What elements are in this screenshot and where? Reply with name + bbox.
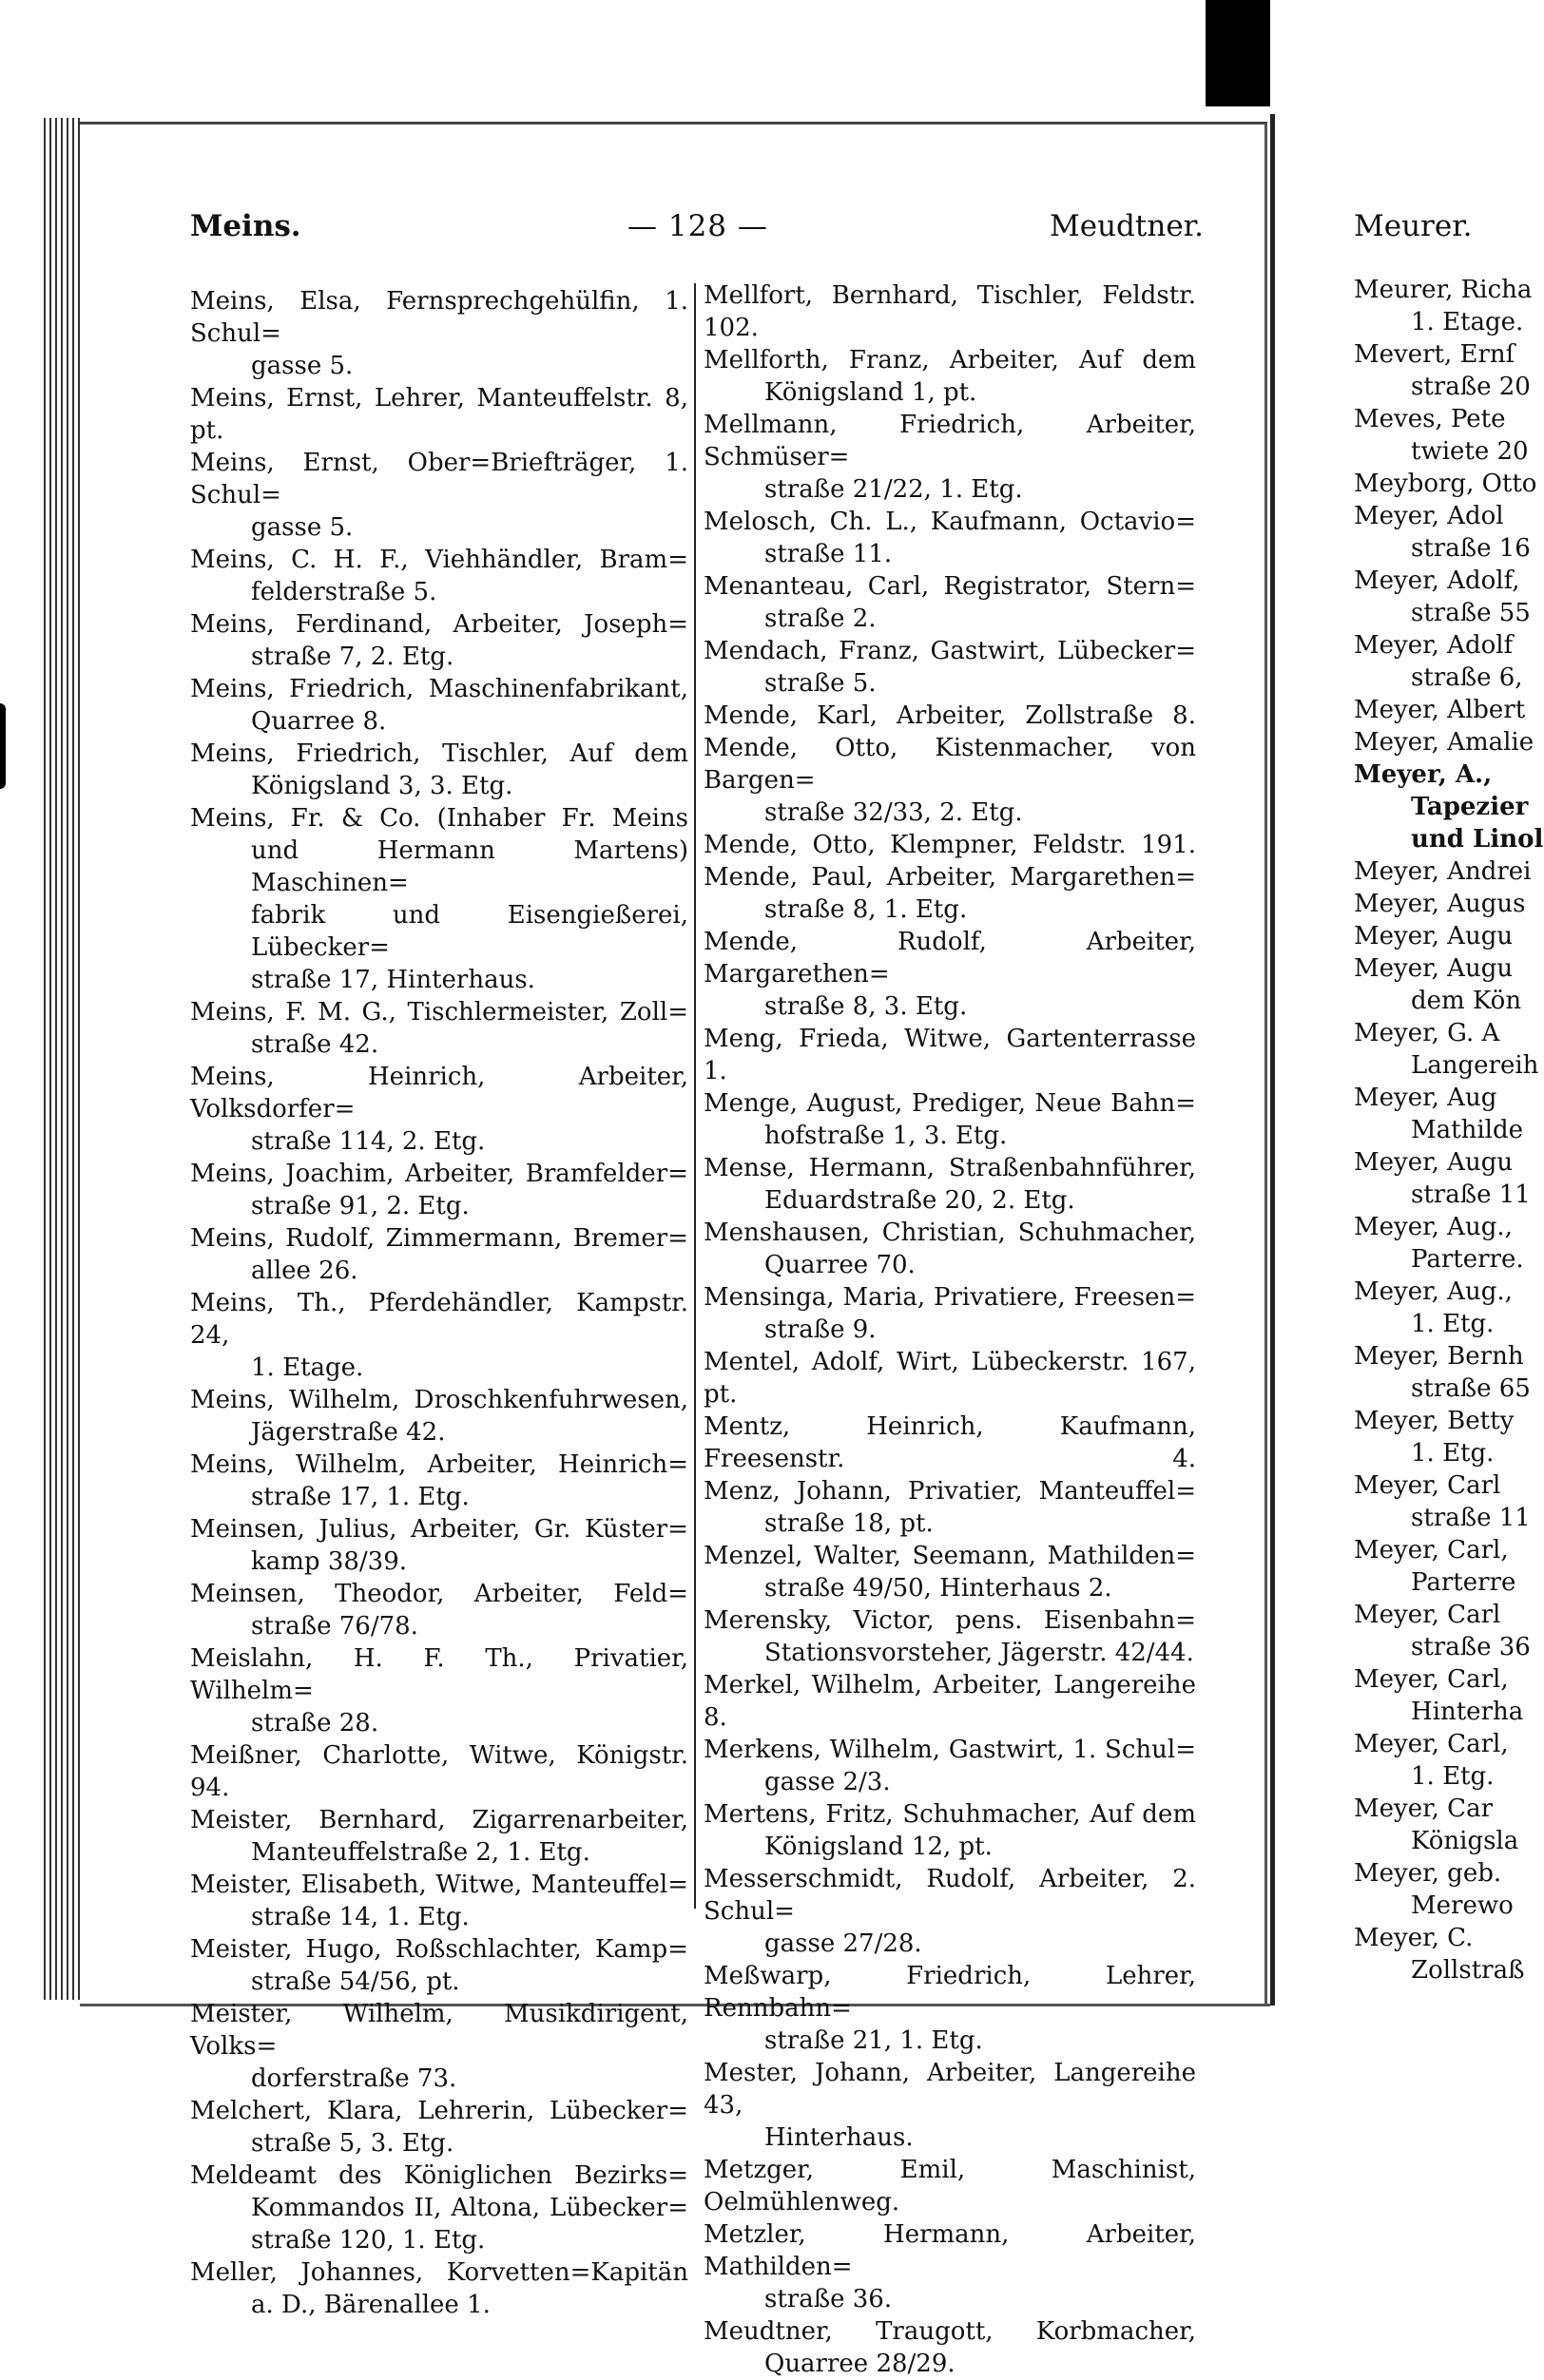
directory-entry [190,2095,688,2159]
entry-line-first: Mevert, Ernſ [1354,340,1515,369]
entry-line-first: Mende, Paul, Arbeiter, Margarethen= [704,863,1196,892]
entry-line-first: Meyer, geb. [1354,1859,1502,1888]
directory-entry [190,1158,688,1222]
directory-entry [1354,565,1544,629]
entry-line-first: Meyer, Carl, [1354,1536,1509,1564]
directory-entry [190,447,688,544]
entry-line-first: Meyer, Augu [1354,1148,1514,1177]
entry-line-first: Meister, Elisabeth, Witwe, Manteuffel= [190,1871,688,1899]
directory-entry [704,1087,1196,1152]
entry-line-first: Mense, Hermann, Straßenbahnführer, [704,1154,1196,1182]
directory-entry [1354,1405,1544,1469]
entry-line-continued: Quarree 70. [764,1251,916,1279]
directory-entry [190,1384,688,1449]
entry-line-first: Meins, Ernst, Ober=Briefträger, 1. Schul= [190,449,688,509]
entry-line-continued: straße 17, 1. Etg. [251,1483,470,1511]
entry-line-continued: Manteuffelstraße 2, 1. Etg. [251,1838,590,1867]
entry-line-first: Mende, Karl, Arbeiter, Zollstraße 8. [704,701,1196,730]
entry-line-continued: allee 26. [251,1257,358,1285]
entry-line-first: Menz, Johann, Privatier, Manteuffel= [704,1477,1196,1506]
directory-entry [704,1734,1196,1798]
entry-line-continued: straße 14, 1. Etg. [251,1903,470,1931]
entry-line-first: Meyer, Carl [1354,1601,1501,1629]
directory-entry [190,996,688,1061]
entry-line-continued: straße 7, 2. Etg. [251,643,454,671]
entry-line-first: Mensinga, Maria, Privatiere, Freesen= [704,1283,1196,1312]
page-edges [44,118,82,2000]
entry-line-first: Merensky, Victor, pens. Eisenbahn= [704,1606,1196,1635]
entry-line-first: Meyer, Bernh [1354,1342,1524,1371]
entry-line-continued: Kommandos II, Altona, Lübecker= [251,2194,688,2222]
entry-line-continued: straße 114, 2. Etg. [251,1127,486,1156]
entry-line-continued: straße 120, 1. Etg. [251,2226,486,2255]
middle-column [704,279,1196,2380]
entry-line-continued: 1. Etg. [1411,1439,1495,1468]
directory-entry [190,382,688,447]
directory-entry [1354,1211,1544,1276]
directory-entry [704,1798,1196,1863]
entry-line-continued: und Hermann Martens) Maschinen= [251,836,688,897]
directory-entry [190,1642,688,1739]
entry-line-first: Meister, Hugo, Roßschlachter, Kamp= [190,1935,688,1964]
directory-entry [1354,500,1544,565]
entry-line-first: Meyer, Aug [1354,1084,1497,1112]
entry-line-continued: gasse 27/28. [764,1929,922,1958]
entry-line-first: Mende, Otto, Kistenmacher, von Bargen= [704,734,1196,795]
directory-entry [1354,952,1544,1017]
entry-line-continued: straße 8, 1. Etg. [764,895,968,924]
entry-line-first: Meng, Frieda, Witwe, Gartenterrasse 1. [704,1025,1196,1085]
directory-entry [704,1669,1196,1734]
entry-line-continued: Hinterhaus. [764,2123,914,2152]
entry-line-first: Meves, Pete [1354,405,1506,433]
entry-line-first: Melosch, Ch. L., Kaufmann, Octavio= [704,508,1196,536]
entry-line-continued: straße 76/78. [251,1612,418,1641]
entry-line-first: Mentz, Heinrich, Kaufmann, Freesenstr. 4. [704,1412,1196,1473]
directory-entry [190,1739,688,1804]
directory-entry [704,1023,1196,1087]
entry-line-continued: straße 91, 2. Etg. [251,1192,470,1220]
directory-entry [190,1869,688,1933]
directory-entry [1354,855,1544,888]
entry-line-first: Meßwarp, Friedrich, Lehrer, Rennbahn= [704,1962,1196,2023]
entry-line-continued: straße 2. [764,605,877,633]
entry-line-continued: straße 65 [1411,1374,1531,1403]
entry-line-continued: Langereih [1411,1051,1539,1080]
book-gutter [1270,114,1275,2006]
entry-line-continued: Stationsvorsteher, Jägerstr. 42/44. [764,1639,1194,1667]
entry-line-continued: straße 36. [764,2285,893,2313]
directory-entry [704,2057,1196,2154]
entry-line-first: Meyer, C. [1354,1924,1474,1952]
entry-line-continued: Hinterha [1411,1698,1524,1726]
entry-line-continued: 1. Etage. [1411,308,1524,336]
entry-line-first: Meyer, Aug., [1354,1277,1513,1306]
directory-entry [704,506,1196,570]
entry-line-first: Meißner, Charlotte, Witwe, Königstr. 94. [190,1741,688,1802]
next-page-running-head: Meurer. [1354,209,1473,243]
entry-line-continued: straße 49/50, Hinterhaus 2. [764,1574,1112,1603]
entry-line-first: Mester, Johann, Arbeiter, Langereihe 43, [704,2059,1196,2120]
entry-line-first: Mende, Otto, Klempner, Feldstr. 191. [704,831,1196,859]
scan-binding-strip [1206,0,1270,106]
directory-entry [1354,1340,1544,1405]
entry-line-continued: straße 9. [764,1315,877,1344]
directory-entry [1354,726,1544,758]
entry-line-first: Mertens, Fritz, Schuhmacher, Auf dem [704,1800,1196,1829]
entry-line-continued: Quarree 28/29. [764,2350,955,2378]
entry-line-first: Meins, Rudolf, Zimmermann, Bremer= [190,1224,688,1253]
entry-line-continued: fabrik und Eisengießerei, Lübecker= [251,901,688,962]
entry-line-first: Meurer, Richa [1354,276,1533,304]
directory-entry [1354,758,1544,855]
directory-entry [1354,1857,1544,1922]
entry-line-continued: a. D., Bärenallee 1. [251,2291,491,2319]
directory-entry [190,1222,688,1287]
entry-line-continued: Quarree 8. [251,707,387,736]
directory-entry [704,279,1196,344]
entry-line-continued: straße 8, 3. Etg. [764,992,968,1021]
directory-entry [1354,1793,1544,1857]
directory-entry [1354,274,1544,338]
entry-line-continued: straße 28. [251,1709,379,1737]
entry-line-first: Meins, Elsa, Fernsprechgehülfin, 1. Schul= [190,287,688,348]
entry-line-continued: Merewo [1411,1891,1514,1920]
directory-entry [190,608,688,673]
scan-edge-shadow [0,703,6,789]
entry-line-first: Mellfort, Bernhard, Tischler, Feldstr. 102. [704,281,1196,342]
entry-line-first: Mentel, Adolf, Wirt, Lübeckerstr. 167, pt. [704,1348,1196,1409]
directory-entry [190,1449,688,1513]
entry-line-continued: straße 54/56, pt. [251,1967,460,1996]
directory-entry [1354,403,1544,468]
page-number: — 128 — [627,209,768,243]
entry-line-first: Meyer, Carl, [1354,1665,1509,1694]
entry-line-first: Meyer, Betty [1354,1407,1515,1435]
entry-line-first: Meyer, Adolf, [1354,566,1520,595]
entry-line-continued: Parterre [1411,1568,1516,1597]
entry-line-continued: Zollstraß [1411,1956,1525,1985]
directory-entry [190,285,688,382]
entry-line-continued: straße 5. [764,669,877,698]
directory-entry [190,1933,688,1998]
running-head-right: Meudtner. [1050,209,1204,243]
entry-line-first: Menshausen, Christian, Schuhmacher, [704,1219,1196,1247]
entry-line-first: Meins, C. H. F., Viehhändler, Bram= [190,546,688,574]
entry-line-continued: Königsland 1, pt. [764,378,977,407]
entry-line-first: Mellforth, Franz, Arbeiter, Auf dem [704,346,1196,374]
directory-entry [704,635,1196,700]
entry-line-first: Mende, Rudolf, Arbeiter, Margarethen= [704,928,1196,988]
entry-line-continued: twiete 20 [1411,437,1529,466]
directory-entry [1354,1082,1544,1146]
entry-line-continued: Parterre. [1411,1245,1524,1274]
entry-line-first: Menanteau, Carl, Registrator, Stern= [704,572,1196,601]
entry-line-continued: 1. Etg. [1411,1310,1495,1338]
entry-line-first: Mendach, Franz, Gastwirt, Lübecker= [704,637,1196,665]
left-column [190,285,688,2321]
directory-entry [1354,1663,1544,1728]
directory-entry [190,1061,688,1158]
entry-line-continued: straße 11 [1411,1180,1531,1209]
entry-line-first: Meyborg, Otto [1354,470,1537,498]
entry-line-continued: straße 42. [251,1030,379,1059]
directory-entry [1354,694,1544,726]
entry-line-continued: straße 20 [1411,373,1531,401]
directory-entry [704,1152,1196,1217]
directory-entry [704,732,1196,829]
directory-entry [190,802,688,996]
entry-line-first: Mellmann, Friedrich, Arbeiter, Schmüser= [704,411,1196,471]
directory-entry [704,700,1196,732]
directory-entry [704,1281,1196,1346]
directory-entry [704,1863,1196,1960]
directory-entry [704,1540,1196,1604]
entry-line-continued: Königsland 3, 3. Etg. [251,772,513,800]
directory-entry [1354,1534,1544,1599]
column-divider [694,283,696,1909]
directory-entry [190,1513,688,1578]
directory-entry [704,570,1196,635]
directory-entry [1354,1469,1544,1534]
directory-entry [704,344,1196,409]
entry-line-continued: straße 18, pt. [764,1509,934,1538]
entry-line-first: Meins, Ferdinand, Arbeiter, Joseph= [190,610,688,639]
directory-entry [1354,468,1544,500]
entry-line-first: Messerschmidt, Rudolf, Arbeiter, 2. Schul= [704,1865,1196,1926]
directory-entry [1354,1922,1544,1987]
directory-entry [190,2159,688,2256]
entry-line-first: Meyer, Adol [1354,502,1504,530]
entry-line-first: Meins, Joachim, Arbeiter, Bramfelder= [190,1160,688,1188]
entry-line-continued: und Linol [1411,825,1544,854]
directory-entry [704,1346,1196,1411]
directory-entry [704,1217,1196,1281]
entry-line-continued: straße 55 [1411,599,1531,627]
entry-line-first: Meins, Heinrich, Arbeiter, Volksdorfer= [190,1063,688,1123]
directory-entry [190,673,688,738]
entry-line-first: Meyer, Augu [1354,922,1514,950]
entry-line-continued: straße 21/22, 1. Etg. [764,475,1023,504]
entry-line-continued: dorferstraße 73. [251,2064,457,2093]
entry-line-first: Melchert, Klara, Lehrerin, Lübecker= [190,2097,688,2125]
entry-line-continued: dem Kön [1411,987,1522,1015]
entry-line-first: Meldeamt des Königlichen Bezirks= [190,2161,688,2190]
entry-line-continued: Eduardstraße 20, 2. Etg. [764,1186,1075,1215]
entry-line-continued: kamp 38/39. [251,1547,408,1576]
entry-line-first: Meister, Bernhard, Zigarrenarbeiter, [190,1806,688,1834]
directory-entry [190,738,688,802]
entry-line-first: Meins, Friedrich, Tischler, Auf dem [190,739,688,768]
directory-entry [704,829,1196,861]
directory-entry [1354,629,1544,694]
entry-line-continued: straße 6, [1411,663,1523,692]
scan-top-margin [0,0,1521,106]
entry-line-first: Meyer, Augus [1354,890,1526,918]
entry-line-continued: felderstraße 5. [251,578,437,606]
entry-line-first: Merkens, Wilhelm, Gastwirt, 1. Schul= [704,1736,1196,1764]
entry-line-first: Metzger, Emil, Maschinist, Oelmühlenweg. [704,2156,1196,2217]
directory-entry [704,1960,1196,2057]
entry-line-first: Meins, Friedrich, Maschinenfabrikant, [190,675,688,703]
entry-line-continued: gasse 5. [251,352,354,380]
directory-entry [1354,1017,1544,1082]
directory-entry [704,2154,1196,2218]
entry-line-first: Meyer, Carl, [1354,1730,1509,1758]
directory-entry [190,1804,688,1869]
directory-entry [704,1475,1196,1540]
entry-line-first: Merkel, Wilhelm, Arbeiter, Langereihe 8. [704,1671,1196,1732]
entry-line-first: Meyer, Augu [1354,954,1514,983]
entry-line-first: Meyer, Amalie [1354,728,1534,757]
entry-line-first: Meyer, Albert [1354,696,1526,724]
entry-line-continued: straße 5, 3. Etg. [251,2129,454,2158]
entry-line-first: Meins, Fr. & Co. (Inhaber Fr. Meins [190,804,688,833]
directory-entry [190,1578,688,1642]
directory-entry [704,1604,1196,1669]
entry-line-first: Meister, Wilhelm, Musikdirigent, Volks= [190,2000,688,2061]
entry-line-continued: Jägerstraße 42. [251,1418,446,1447]
right-column-partial [1354,274,1544,1987]
directory-entry [1354,338,1544,403]
entry-line-continued: Tapezier [1411,793,1529,821]
entry-line-continued: straße 36 [1411,1633,1531,1661]
directory-entry [1354,1599,1544,1663]
directory-entry [704,409,1196,506]
entry-line-continued: straße 16 [1411,534,1531,563]
entry-line-first: Meins, F. M. G., Tischlermeister, Zoll= [190,998,688,1027]
directory-entry [1354,1276,1544,1340]
entry-line-continued: straße 32/33, 2. Etg. [764,798,1023,827]
directory-entry [190,2256,688,2321]
entry-line-first: Meyer, Carl [1354,1471,1501,1500]
directory-entry [190,1998,688,2095]
directory-entry [704,861,1196,926]
entry-line-first: Meinsen, Julius, Arbeiter, Gr. Küster= [190,1515,688,1544]
entry-line-first: Meyer, G. A [1354,1019,1500,1047]
entry-line-continued: gasse 5. [251,513,354,542]
directory-entry [704,1411,1196,1475]
entry-line-continued: Mathilde [1411,1116,1523,1144]
directory-entry [704,2315,1196,2380]
entry-line-first: Meller, Johannes, Korvetten=Kapitän [190,2258,688,2287]
entry-line-continued: straße 11 [1411,1504,1531,1532]
entry-line-first: Meins, Wilhelm, Droschkenfuhrwesen, [190,1386,688,1414]
directory-entry [704,926,1196,1023]
entry-line-continued: straße 17, Hinterhaus. [251,966,535,994]
directory-entry [1354,888,1544,920]
entry-line-continued: Königsland 12, pt. [764,1833,993,1861]
entry-line-continued: 1. Etage. [251,1353,364,1382]
entry-line-first: Meyer, Adolf [1354,631,1514,660]
entry-line-first: Meudtner, Traugott, Korbmacher, [704,2317,1196,2346]
directory-entry [190,544,688,608]
entry-line-continued: gasse 2/3. [764,1768,891,1796]
entry-line-first: Menge, August, Prediger, Neue Bahn= [704,1089,1196,1118]
entry-line-first: Menzel, Walter, Seemann, Mathilden= [704,1542,1196,1570]
directory-entry [1354,1728,1544,1793]
entry-line-first: Meyer, A., [1354,760,1493,789]
entry-line-first: Meins, Th., Pferdehändler, Kampstr. 24, [190,1289,688,1350]
entry-line-first: Meinsen, Theodor, Arbeiter, Feld= [190,1580,688,1608]
entry-line-continued: hofstraße 1, 3. Etg. [764,1122,1008,1150]
directory-entry [704,2218,1196,2315]
entry-line-first: Meins, Ernst, Lehrer, Manteuffelstr. 8, pt. [190,384,688,445]
entry-line-continued: Königsla [1411,1827,1519,1855]
entry-line-first: Meyer, Car [1354,1795,1494,1823]
entry-line-continued: 1. Etg. [1411,1762,1495,1791]
entry-line-first: Meyer, Andrei [1354,857,1532,886]
entry-line-first: Meislahn, H. F. Th., Privatier, Wilhelm= [190,1644,688,1705]
directory-entry [190,1287,688,1384]
directory-entry [1354,1146,1544,1211]
entry-line-continued: straße 11. [764,540,893,568]
entry-line-continued: straße 21, 1. Etg. [764,2026,983,2055]
directory-entry [1354,920,1544,952]
entry-line-first: Meins, Wilhelm, Arbeiter, Heinrich= [190,1450,688,1479]
running-head-left: Meins. [190,209,301,243]
entry-line-first: Meyer, Aug., [1354,1213,1513,1241]
entry-line-first: Metzler, Hermann, Arbeiter, Mathilden= [704,2220,1196,2281]
